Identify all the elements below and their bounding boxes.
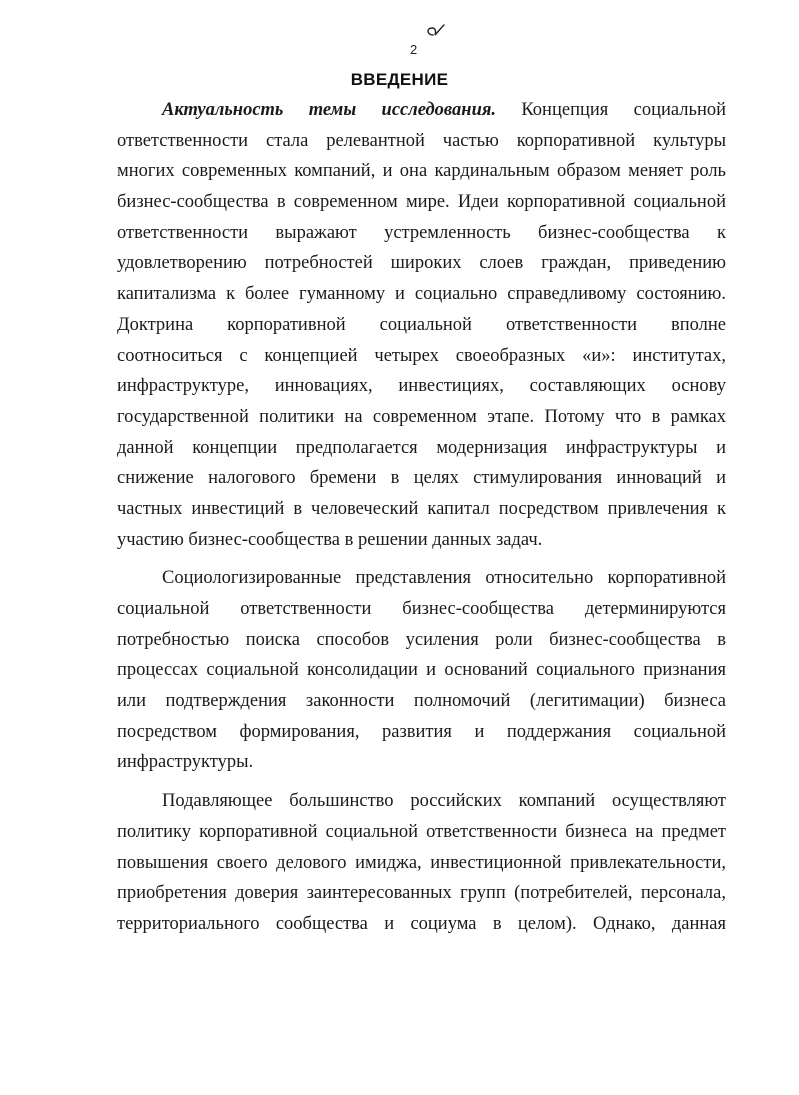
- text-line: участию бизнес-сообщества в решении данных задач.: [117, 529, 543, 550]
- text-line: территориального сообщества и социума в целом). Однако, данная: [117, 913, 726, 934]
- paragraph-1: [117, 95, 726, 555]
- text-line: государственной политики на современном этапе. Потому что в рамках: [117, 406, 726, 427]
- text-line: ответственности выражают устремленность бизнес-сообщества к: [117, 222, 726, 243]
- text-line: ответственности стала релевантной частью корпоративной культуры: [117, 130, 726, 151]
- text-line: процессах социальной консолидации и оснований социального признания: [117, 660, 726, 681]
- text-line: данной концепции предполагается модернизация инфраструктуры и: [117, 437, 726, 458]
- paragraph-3: [117, 786, 726, 939]
- handwritten-annotation: [423, 22, 449, 44]
- text-line: снижение налогового бремени в целях стимулирования инноваций и: [117, 468, 726, 489]
- text-line: политику корпоративной социальной ответственности бизнеса на предмет: [117, 821, 726, 842]
- page-number: 2: [410, 42, 418, 57]
- text-line: частных инвестиций в человеческий капитал посредством привлечения к: [117, 498, 726, 519]
- text-line: Актуальность темы исследования. Концепция социальной: [162, 100, 726, 120]
- text-line: многих современных компаний, и она кардинальным образом меняет роль: [117, 161, 726, 182]
- text-line: соотноситься с концепцией четырех своеобразных «и»: институтах,: [117, 345, 726, 366]
- text-line: удовлетворению потребностей широких слоев граждан, приведению: [117, 253, 726, 274]
- text-line: социальной ответственности бизнес-сообщества детерминируются: [117, 599, 726, 619]
- text-line: посредством формирования, развития и поддержания социальной: [117, 721, 726, 742]
- text-line: инфраструктуре, инновациях, инвестициях, составляющих основу: [117, 376, 726, 397]
- text-line: Подавляющее большинство российских компаний осуществляют: [162, 791, 726, 812]
- text-line: повышения своего делового имиджа, инвестиционной привлекательности,: [117, 852, 726, 873]
- text-line: инфраструктуры.: [117, 752, 254, 773]
- text-line: потребностью поиска способов усиления роли бизнес-сообщества в: [117, 629, 726, 650]
- text-line: бизнес-сообщества в современном мире. Идеи корпоративной социальной: [117, 192, 726, 213]
- paragraph-2: [117, 563, 726, 778]
- body-text: [117, 95, 726, 940]
- lead-phrase: Актуальность темы исследования.: [162, 100, 497, 120]
- text-line: капитализма к более гуманному и социально справедливому состоянию.: [117, 284, 726, 305]
- section-heading: ВВЕДЕНИЕ: [350, 70, 449, 89]
- text-line: Социологизированные представления относительно корпоративной: [162, 568, 726, 589]
- text-line: или подтверждения законности полномочий (легитимации) бизнеса: [117, 691, 726, 712]
- text-line: приобретения доверия заинтересованных групп (потребителей, персонала,: [117, 883, 726, 904]
- text-line: Доктрина корпоративной социальной ответственности вполне: [117, 314, 726, 335]
